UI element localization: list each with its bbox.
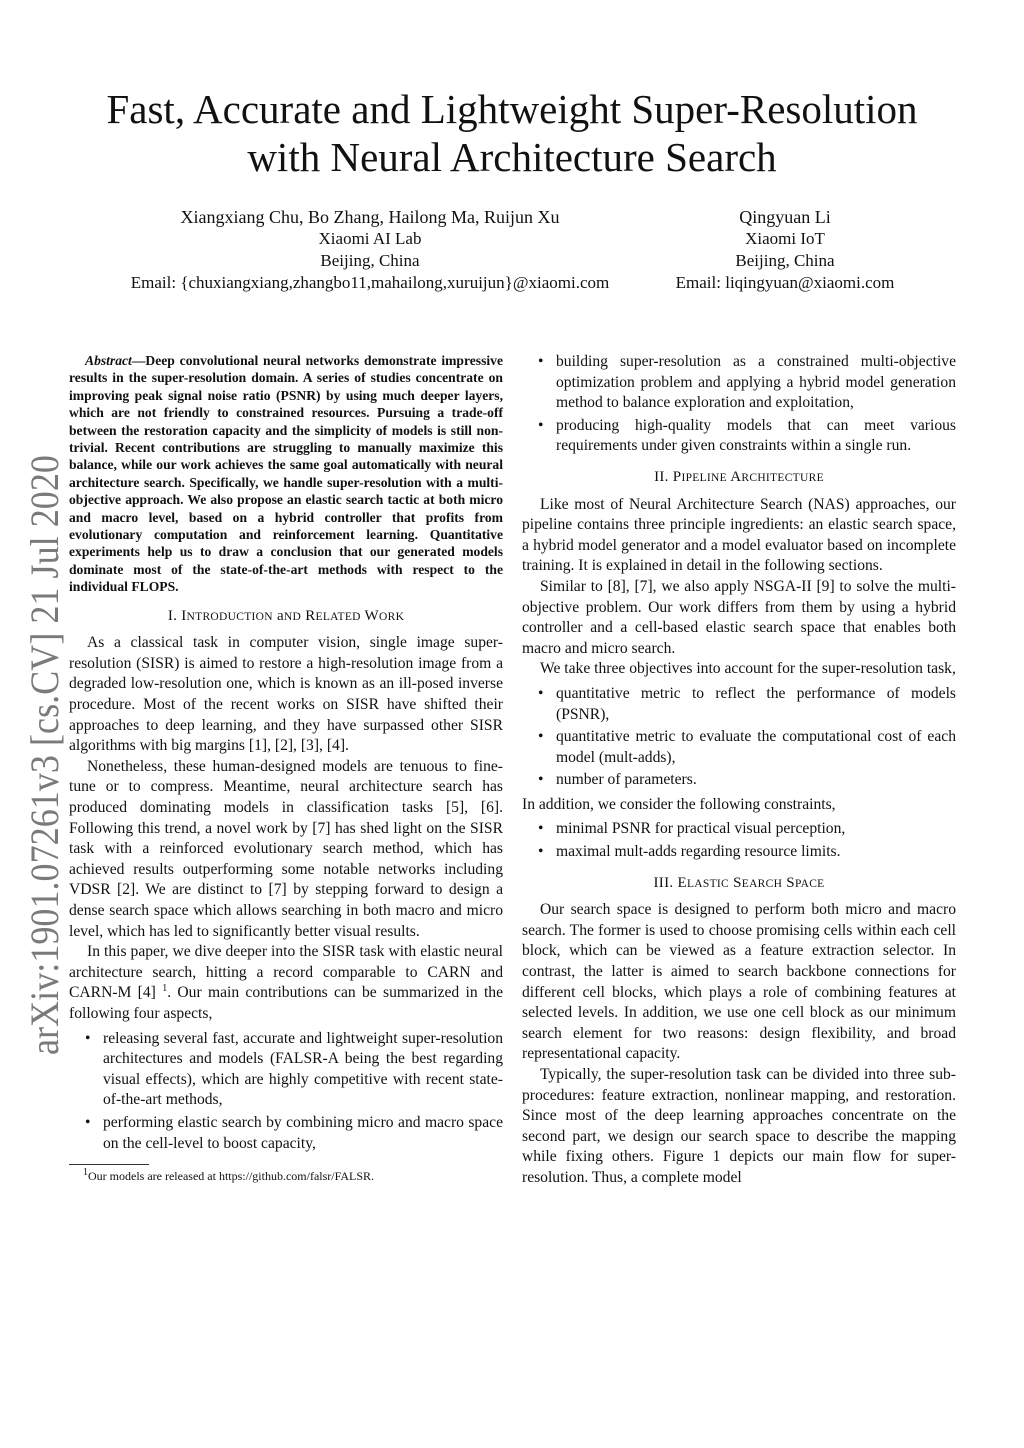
pipeline-paragraph-4: In addition, we consider the following constraints, — [522, 795, 836, 813]
intro-paragraph-3a: In this paper, we dive deeper into the SISR task with elastic neural architecture search, hitting a record comparable to CARN and CARN-M [4] — [69, 943, 503, 1002]
paper-title-line-1: Fast, Accurate and Lightweight Super-Resolution — [106, 86, 918, 132]
list-item: • maximal mult-adds regarding resource limits. — [556, 842, 956, 863]
intro-paragraph-1: As a classical task in computer vision, single image super-resolution (SISR) is aimed to restore a high-resolution image from a degraded low-resolution one, which is known as an ill-posed inverse procedure. Most of the recent works on SISR have shifted their approaches to deep learning, and they have surpassed other SISR algorithms with big margins [1], [2], [3], [4]. — [69, 634, 503, 755]
section-title: PIPELINE ARCHITECTURE — [672, 468, 824, 485]
section-number: II. — [654, 468, 669, 485]
list-item: • releasing several fast, accurate and lightweight super-resolution architectures and models (FALSR-A being the best regarding visual effects), which are highly competitive with recent state-of-the-art methods, — [103, 1029, 503, 1111]
search-space-paragraph-1: Our search space is designed to perform both micro and macro search. The former is used to choose promising cells within each cell block, which can be viewed as a feature extraction selector. In contrast, the latter is aimed to search backbone connections for different cell blocks, which plays a role of combining features at selected levels. In addition, we use one cell block as our minimum search element for two reasons: design flexibility, and broad representational capacity. — [522, 901, 956, 1063]
section-title: ELASTIC SEARCH SPACE — [677, 874, 825, 891]
arxiv-stamp — [8, 390, 68, 1055]
author-location: Beijing, China — [320, 251, 420, 270]
footnote-rule — [69, 1164, 149, 1165]
section-number: I. — [167, 607, 178, 624]
arxiv-id: arXiv:1901.07261v3 [cs.CV] 21 Jul 2020 — [22, 390, 67, 1055]
author-affiliation: Xiaomi AI Lab — [318, 229, 422, 248]
list-item: • number of parameters. — [556, 770, 956, 791]
intro-paragraph-3 — [69, 942, 503, 1024]
author-location: Beijing, China — [735, 251, 835, 270]
intro-paragraph-2: Nonetheless, these human-designed models are tenuous to fine-tune or to compress. Meantime, neural architecture search has produced dominating models in classification tasks [5], [6]. Following this trend, a novel work by [7] has shed light on the SISR task with a reinforced evolutionary search method, which has achieved results outperforming some notable networks including VDSR [2]. We are distinct to [7] by stepping forward to design a dense search space which allows searching in both macro and micro level, which has led to significantly better visual results. — [69, 757, 503, 940]
abstract-label: Abstract — [85, 353, 132, 368]
section-heading-intro — [69, 606, 503, 628]
left-column — [69, 352, 503, 1184]
contributions-list — [69, 1029, 503, 1155]
objectives-list — [522, 684, 956, 791]
contributions-list-continued — [522, 352, 956, 457]
footnote-mark: 1 — [83, 1167, 88, 1179]
author-names: Xiangxiang Chu, Bo Zhang, Hailong Ma, Ruijun Xu — [180, 207, 560, 227]
right-column — [522, 352, 956, 1189]
footnote — [69, 1169, 503, 1184]
author-block-2 — [660, 206, 910, 294]
list-item: • quantitative metric to evaluate the computational cost of each model (mult-adds), — [556, 727, 956, 768]
pipeline-paragraph-1: Like most of Neural Architecture Search (NAS) approaches, our pipeline contains three principle ingredients: an elastic search space, a hybrid model generator and a model evaluator based on incomplete training. It is explained in detail in the following sections. — [522, 495, 956, 575]
pipeline-paragraph-2: Similar to [8], [7], we also apply NSGA-II [9] to solve the multi-objective problem. Our work differs from them by using a hybrid controller and a cell-based elastic search space that enables both macro and micro search. — [522, 577, 956, 657]
list-item: • quantitative metric to reflect the performance of models (PSNR), — [556, 684, 956, 725]
footnote-text: Our models are released at https://github.com/falsr/FALSR. — [88, 1169, 375, 1184]
list-item: • building super-resolution as a constrained multi-objective optimization problem and applying a hybrid model generation method to balance exploration and exploitation, — [556, 352, 956, 414]
intro-paragraph-3b: . Our main contributions can be summarized in the following four aspects, — [69, 984, 503, 1022]
author-email: Email: liqingyuan@xiaomi.com — [675, 273, 895, 292]
constraints-list — [522, 819, 956, 862]
paper-title-line-2: with Neural Architecture Search — [247, 134, 777, 180]
author-affiliation: Xiaomi IoT — [745, 229, 825, 248]
author-email: Email: {chuxiangxiang,zhangbo11,mahailong,xuruijun}@xiaomi.com — [130, 273, 610, 292]
search-space-paragraph-2: Typically, the super-resolution task can be divided into three sub-procedures: feature extraction, nonlinear mapping, and restoration. Since most of the deep learning approaches concentrate on the second part, we design our search space to describe the mapping while fixing others. Figure 1 depicts our main flow for super-resolution. Thus, a complete model — [522, 1066, 956, 1186]
abstract-text: —Deep convolutional neural networks demonstrate impressive results in the super-resolution domain. A series of studies concentrate on improving peak signal noise ratio (PSNR) by using much deeper layers, which are not friendly to constrained resources. Pursuing a trade-off between the restoration capacity and the simplicity of models is still non-trivial. Recent contributions are struggling to manually maximize this balance, while our work achieves the same goal automatically with neural architecture search. Specifically, we handle super-resolution with a multi-objective approach. We also propose an elastic search tactic at both micro and macro level, based on a hybrid controller that profits from evolutionary computation and reinforcement learning. Quantitative experiments help us to draw a conclusion that our generated models dominate most of the state-of-the-art methods with respect to the individual FLOPS. — [69, 353, 503, 595]
section-title: INTRODUCTION aND RELATED WORK — [181, 607, 405, 624]
list-item: • minimal PSNR for practical visual perception, — [556, 819, 956, 840]
list-item: • performing elastic search by combining micro and macro space on the cell-level to boost capacity, — [103, 1113, 503, 1154]
list-item: • producing high-quality models that can meet various requirements under given constraints within a single run. — [556, 416, 956, 457]
section-heading-search-space — [522, 873, 956, 895]
section-number: III. — [653, 874, 674, 891]
author-names: Qingyuan Li — [739, 207, 831, 227]
abstract — [69, 352, 503, 596]
section-heading-pipeline — [522, 467, 956, 489]
footnote-ref: 1 — [162, 983, 168, 995]
author-block-1 — [110, 206, 630, 294]
pipeline-paragraph-3: We take three objectives into account for the super-resolution task, — [540, 660, 956, 678]
